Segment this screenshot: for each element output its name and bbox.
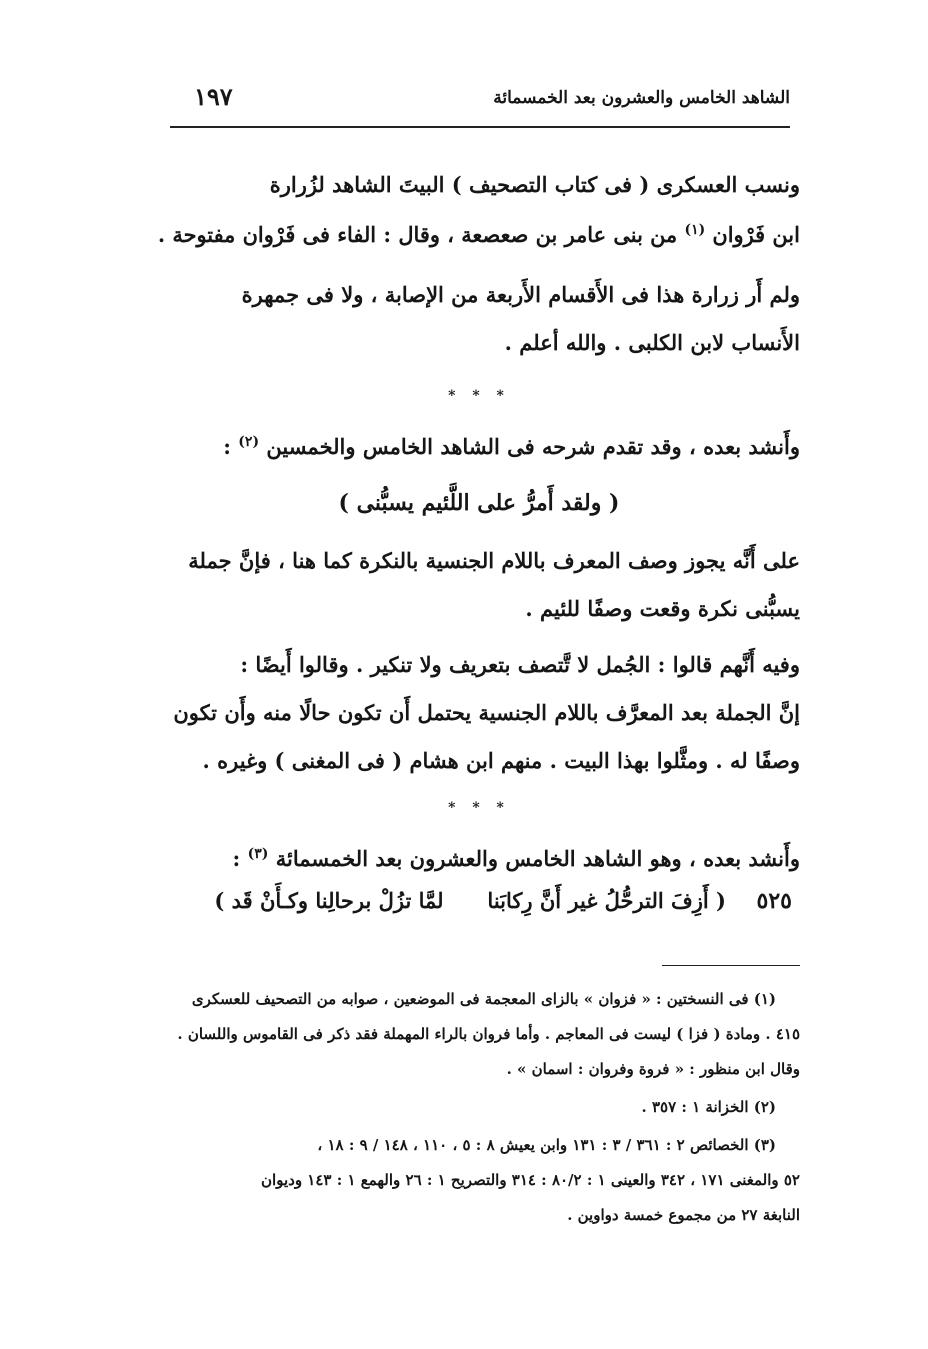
paragraph-4-line-1: على أَنَّه يجوز وصف المعرف باللام الجنسية بالنكرة كما هنا ، فإنَّ جملة [188,548,800,573]
paragraph-2-line-1: ولم أَر زرارة هذا فى الأَقسام الأَربعة من الإصابة ، ولا فى جمهرة [241,282,800,307]
verse-number: ٥٢٥ [756,888,792,914]
verse-text: ( أَزِفَ الترحُّلُ غير أَنَّ رِكابَنا لمَّا تزُلْ برحالِنا وكـأَنْ قَد ) [214,888,726,913]
section-separator-2: * * * [448,800,510,816]
footnote-2-line-1: (٢) الخزانة ١ : ٣٥٧ . [641,1098,776,1116]
paragraph-3-text: وأَنشد بعده ، وقد تقدم شرحه فى الشاهد الخامس والخمسين [266,434,800,459]
paragraph-5-line-3: وصفًا له . ومثَّلوا بهذا البيت . منهم ابن هشام ( فى المغنى ) وغيره . [202,748,800,773]
footnote-ref-2: (٢) [238,434,260,450]
paragraph-2-line-2: الأَنساب لابن الكلبى . والله أعلم . [504,330,800,355]
paragraph-3-line-1 [223,434,800,459]
quoted-hemistich: ( ولقد أَمرُّ على اللَّئيم يسبُّنى ) [338,490,620,516]
footnote-3-line-2: ٥٢ والمغنى ١٧١ ، ٣٤٢ والعينى ١ : ٨٠/٢ : ٣١٤ والتصريح ١ : ٢٦ والهمع ١ : ١٤٣ وديوان [261,1171,800,1189]
paragraph-4-line-2: يسبُّنى نكرة وقعت وصفًا للئيم . [525,596,800,621]
paragraph-5-line-2: إنَّ الجملة بعد المعرَّف باللام الجنسية يحتمل أَن تكون حالًا منه وأَن تكون [173,700,800,725]
paragraph-1-line-2-start: ابن فَرْوان [712,222,800,247]
paragraph-5-line-1: وفيه أَنَّهم قالوا : الجُمل لا تَّتصف بتعريف ولا تنكير . وقالوا أَيضًا : [240,652,800,677]
running-header [170,82,790,122]
page-number: ١٩٧ [194,82,233,111]
paragraph-1-line-2-rest: من بنى عامر بن صعصعة ، وقال : الفاء فى فَرْوان مفتوحة . [157,222,678,247]
main-text [158,150,800,930]
paragraph-3-colon: : [223,434,231,459]
footnote-ref-1: (١) [684,222,706,238]
footnote-3-line-3: النابغة ٢٧ من مجموع خمسة دواوين . [567,1206,800,1224]
section-separator-1: * * * [448,388,510,404]
running-title: الشاهد الخامس والعشرون بعد الخمسمائة [493,88,790,108]
footnote-1-line-1: (١) فى النسختين : « فزوان » بالزاى المعجمة فى الموضعين ، صوابه من التصحيف للعسكرى [191,990,776,1008]
paragraph-6-line-1 [233,846,800,871]
footnote-ref-3: (٣) [247,846,269,862]
footnote-3-line-1: (٣) الخصائص ٢ : ٣٦١ / ٣ : ١٣١ وابن يعيش ٨ : ٥ ، ١١٠ ، ١٤٨ / ٩ : ١٨ ، [317,1136,776,1154]
header-rule [170,126,790,128]
footnote-1-line-3: وقال ابن منظور : « فروة وفروان : اسمان » . [506,1060,800,1078]
paragraph-1-line-1: ونسب العسكرى ( فى كتاب التصحيف ) البيتَ الشاهد لزُرارة [269,172,800,197]
paragraph-6-text: وأَنشد بعده ، وهو الشاهد الخامس والعشرون بعد الخمسمائة [275,846,800,871]
paragraph-1-line-2 [158,222,800,247]
footnote-1-line-2: ٤١٥ . ومادة ( فزا ) ليست فى المعاجم . وأما فروان بالراء المهملة فقد ذكر فى القاموس واللسان . [177,1025,800,1043]
paragraph-6-colon: : [232,846,241,871]
footnote-rule [662,965,800,966]
